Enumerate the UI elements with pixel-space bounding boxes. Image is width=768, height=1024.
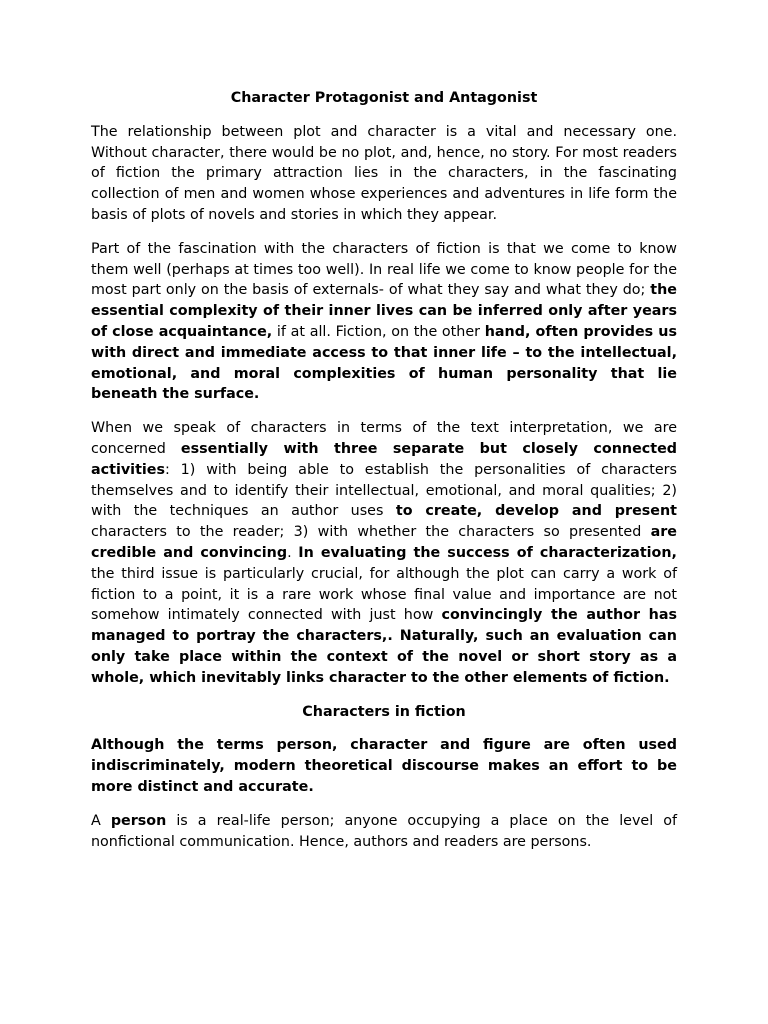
paragraph-text-interpretation [91, 418, 677, 688]
document-title: Character Protagonist and Antagonist [230, 90, 538, 106]
text-run: : 1) with being able to establish the personalities of characters themselves and to identify their intellectual, emotional, and moral qualities; 2) with the techniques an author uses [91, 461, 677, 520]
bold-run: In evaluating the success of characterization, [298, 544, 677, 561]
section-heading: Characters in fiction [302, 703, 466, 720]
bold-run: Although the terms person, character and figure are often used indiscriminately, modern theoretical discourse makes an effort to be more distinct and accurate. [91, 737, 677, 795]
text-run: . [287, 544, 299, 561]
text-run: is a real-life person; anyone occupying a place on the level of nonfictional communication. Hence, authors and readers are persons. [91, 812, 677, 850]
bold-run: person [110, 812, 167, 829]
bold-run: essentially with three separate but closely connected activities [91, 440, 678, 478]
bold-run: are credible and convincing [91, 524, 677, 561]
paragraph-fascination-with-characters [91, 239, 677, 405]
text-run: the third issue is particularly crucial, for although the plot can carry a work of fiction to a point, it is a rare work whose final value and importance are not somehow intimately connected with just how [91, 565, 677, 624]
text-run: A [91, 812, 111, 829]
bold-run: hand, often provides us with direct and immediate access to that inner life – to the intellectual, emotional, and moral complexities of human personality that lie beneath the surface. [91, 323, 677, 403]
paragraph-plot-and-character: The relationship between plot and character is a vital and necessary one. Without character, there would be no plot, and, hence, no story. For most readers of fiction the primary attraction lies in the characters, in the fascinating collection of men and women whose experiences and adventures in life form the basis of plots of novels and stories in which they appear. [91, 123, 677, 223]
document-body [91, 88, 677, 865]
bold-run: convincingly the author has managed to portray the characters,. Naturally, such an evaluation can only take place within the context of the novel or short story as a whole, which inevitably links character to the other elements of fiction. [91, 607, 677, 686]
paragraph-person-definition [91, 811, 677, 853]
text-run: Part of the fascination with the characters of fiction is that we come to know them well (perhaps at times too well). In real life we come to know people for the most part only on the basis of externals- of what they say and what they do; [91, 240, 677, 299]
text-run: characters to the reader; 3) with whether the characters so presented [91, 524, 651, 541]
bold-run: the essential complexity of their inner lives can be inferred only after years of close acquaintance, [91, 282, 677, 340]
bold-run: to create, develop and present [395, 503, 677, 520]
text-run: if at all. Fiction, on the other [272, 323, 485, 340]
text-run: When we speak of characters in terms of the text interpretation, we are concerned [91, 420, 677, 457]
paragraph-terms-distinction [91, 735, 677, 797]
